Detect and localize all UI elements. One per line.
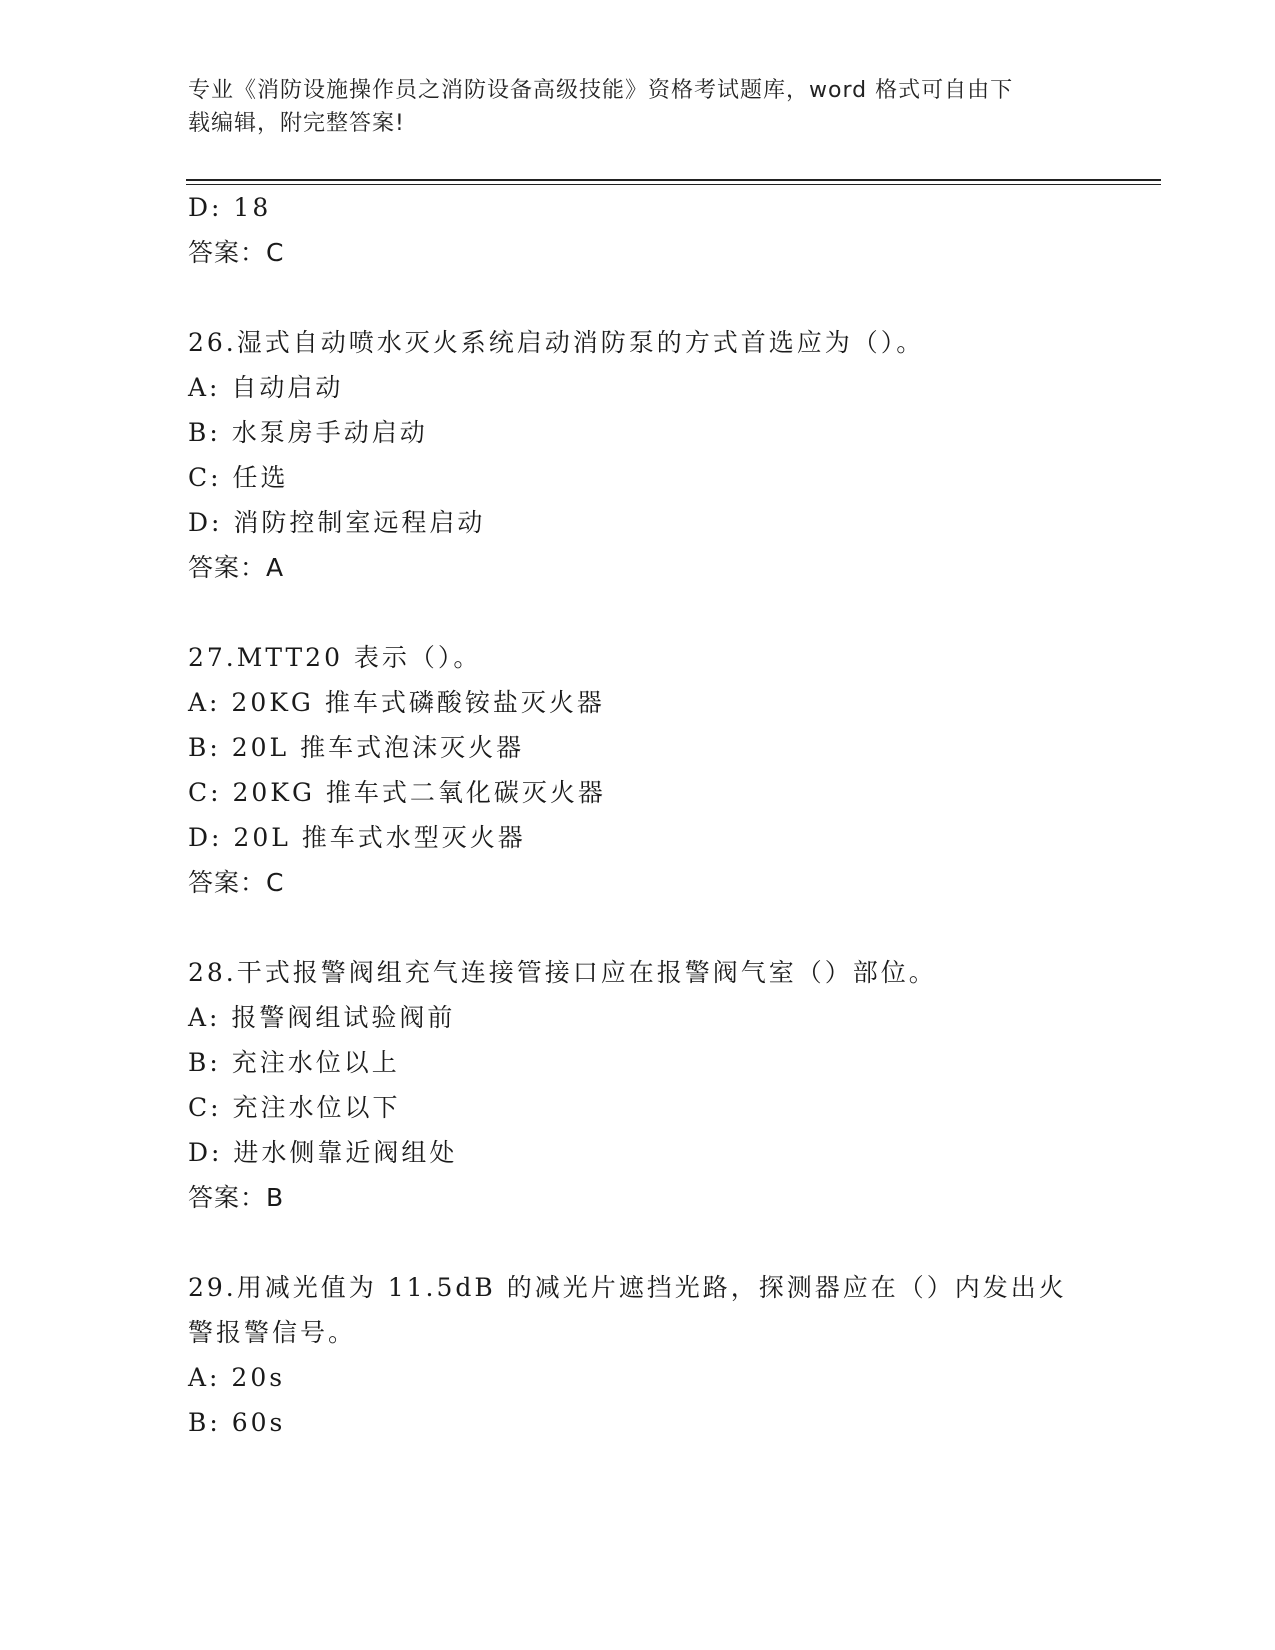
option-b: B: 水泵房手动启动 (188, 418, 428, 447)
question-27 (188, 643, 1088, 898)
question-28 (188, 958, 1088, 1213)
prev-option-d: D: 18 (188, 193, 272, 222)
question-stem: 27.MTT20 表示（）。 (188, 643, 482, 672)
header-rule-thick (186, 179, 1161, 181)
answer: 答案：C (188, 868, 285, 897)
answer: 答案：B (188, 1183, 285, 1212)
question-stem-line-2: 警报警信号。 (188, 1318, 357, 1347)
question-list (188, 193, 1088, 1453)
option-a: A: 报警阀组试验阀前 (188, 1003, 456, 1032)
option-d: D: 进水侧靠近阀组处 (188, 1138, 458, 1167)
option-a: A: 20s (188, 1363, 286, 1392)
option-b: B: 20L 推车式泡沫灭火器 (188, 733, 525, 762)
option-b: B: 充注水位以上 (188, 1048, 400, 1077)
option-d: D: 消防控制室远程启动 (188, 508, 486, 537)
option-c: C: 20KG 推车式二氧化碳灭火器 (188, 778, 606, 807)
option-d: D: 20L 推车式水型灭火器 (188, 823, 526, 852)
document-header (188, 74, 1088, 140)
header-line-1: 专业《消防设施操作员之消防设备高级技能》资格考试题库，word 格式可自由下 (188, 78, 1014, 103)
question-stem: 28.干式报警阀组充气连接管接口应在报警阀气室（）部位。 (188, 958, 937, 987)
option-a: A: 自动启动 (188, 373, 344, 402)
question-26 (188, 328, 1088, 583)
prev-answer: 答案：C (188, 238, 285, 267)
header-rule-thin (186, 184, 1161, 185)
option-c: C: 充注水位以下 (188, 1093, 401, 1122)
question-stem-line-1: 29.用减光值为 11.5dB 的减光片遮挡光路，探测器应在（）内发出火 (188, 1273, 1067, 1302)
header-line-2: 载编辑，附完整答案! (188, 111, 405, 136)
option-b: B: 60s (188, 1408, 286, 1437)
answer: 答案：A (188, 553, 285, 582)
option-c: C: 任选 (188, 463, 289, 492)
question-29 (188, 1273, 1088, 1438)
option-a: A: 20KG 推车式磷酸铵盐灭火器 (188, 688, 605, 717)
question-stem: 26.湿式自动喷水灭火系统启动消防泵的方式首选应为（）。 (188, 328, 925, 357)
